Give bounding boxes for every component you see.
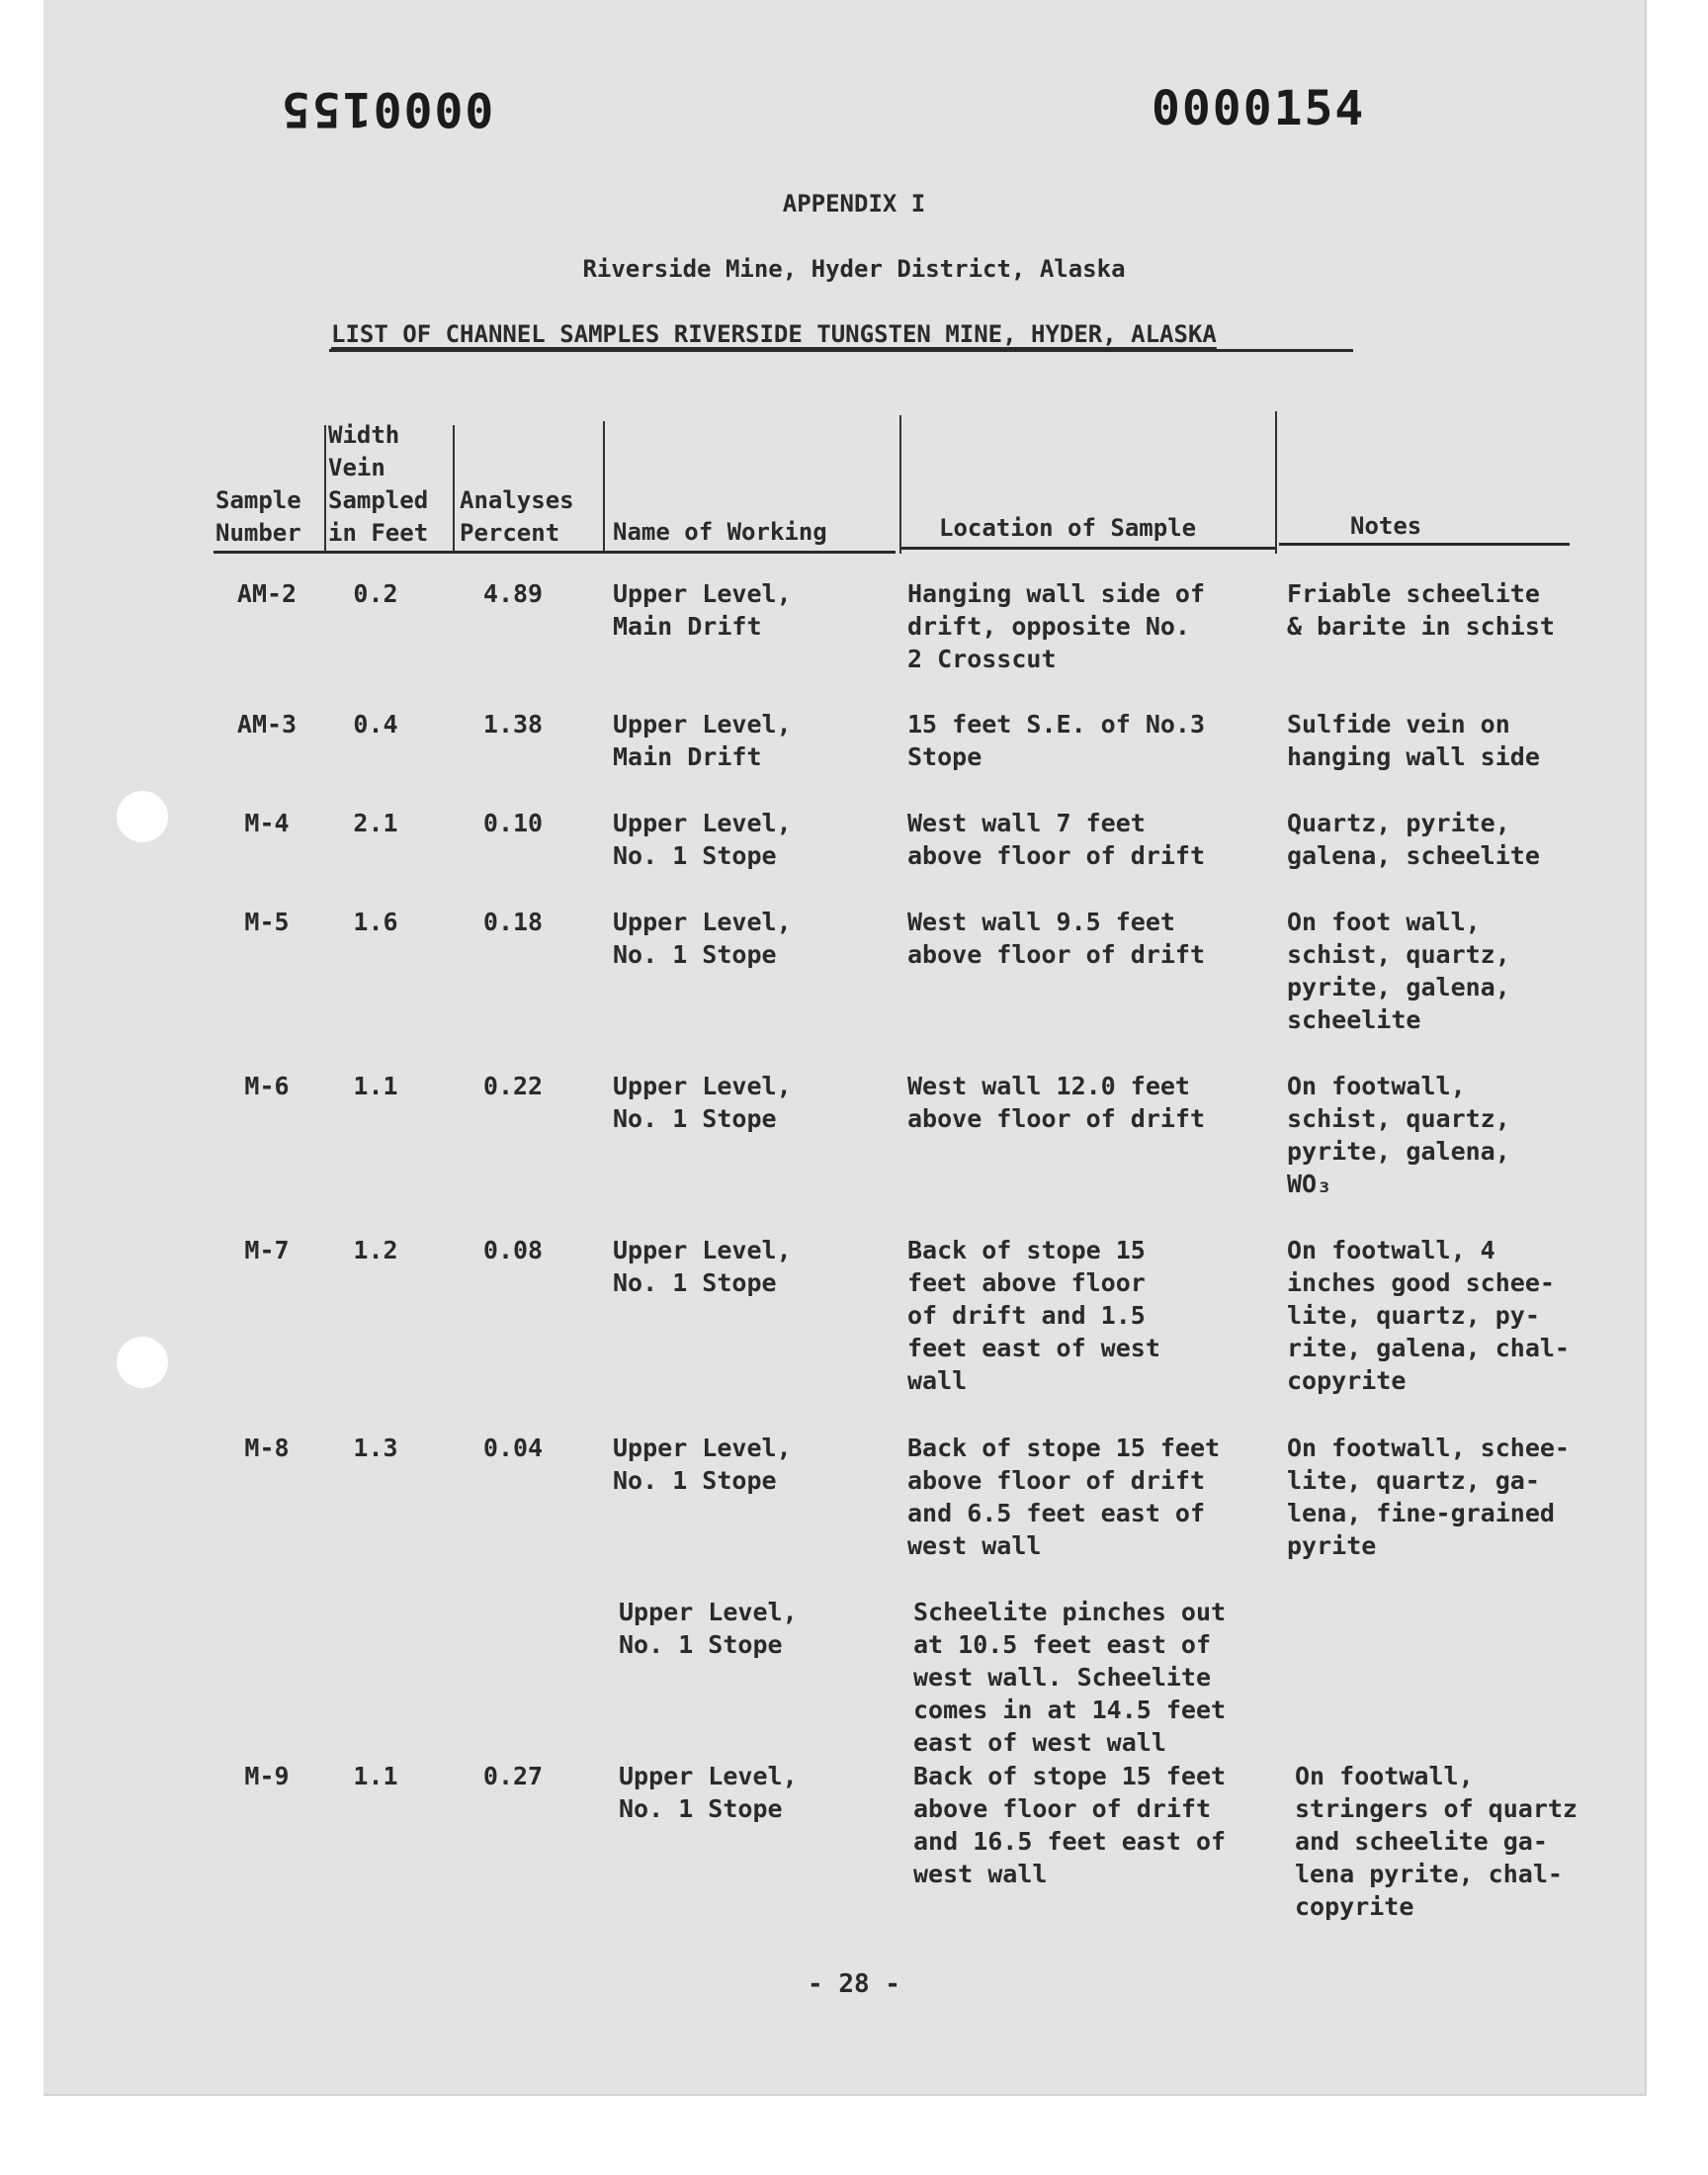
working-name: Upper Level, No. 1 Stope xyxy=(613,908,792,969)
sample-location: 15 feet S.E. of No.3 Stope xyxy=(907,710,1206,771)
vein-width: 1.1 xyxy=(353,1072,398,1100)
analyses-percent: 0.22 xyxy=(482,1072,544,1100)
document-number-right: 0000154 xyxy=(1152,81,1366,136)
sample-notes: On footwall, 4 inches good schee- lite, quartz, py- rite, galena, chal- copyrite xyxy=(1287,1236,1570,1395)
vein-width: 0.4 xyxy=(353,710,398,739)
header-notes: Notes xyxy=(1350,512,1422,540)
sample-notes: On footwall, schee- lite, quartz, ga- lena, fine-grained pyrite xyxy=(1287,1434,1570,1560)
sample-number: AM-2 xyxy=(236,579,298,608)
list-title: LIST OF CHANNEL SAMPLES RIVERSIDE TUNGSTEN MINE, HYDER, ALASKA xyxy=(331,320,1217,348)
sample-number: AM-3 xyxy=(236,710,298,739)
vein-width: 1.3 xyxy=(353,1434,398,1462)
analyses-percent: 0.10 xyxy=(482,809,544,837)
header-sample-number: Sample Number xyxy=(215,486,301,547)
working-name: Upper Level, No. 1 Stope xyxy=(619,1762,798,1823)
header-rule xyxy=(214,551,896,554)
analyses-percent: 0.08 xyxy=(482,1236,544,1264)
header-rule xyxy=(901,547,1275,550)
sample-location: Hanging wall side of drift, opposite No. 2 Crosscut xyxy=(907,579,1206,673)
analyses-percent: 0.04 xyxy=(482,1434,544,1462)
working-name: Upper Level, Main Drift xyxy=(613,710,792,771)
analyses-percent: 0.18 xyxy=(482,908,544,936)
sample-number: M-8 xyxy=(244,1434,290,1462)
sample-location: West wall 12.0 feet above floor of drift xyxy=(907,1072,1206,1133)
header-location: Location of Sample xyxy=(939,514,1197,542)
column-divider xyxy=(324,425,326,554)
working-name: Upper Level, No. 1 Stope xyxy=(619,1598,798,1659)
sample-location: Back of stope 15 feet above floor of drift and 1.5 feet east of west wall xyxy=(907,1236,1160,1395)
appendix-heading: APPENDIX I xyxy=(782,190,926,218)
sample-notes: On footwall, stringers of quartz and scheelite ga- lena pyrite, chal- copyrite xyxy=(1295,1762,1578,1921)
sample-location: Back of stope 15 feet above floor of drift and 6.5 feet east of west wall xyxy=(907,1434,1221,1560)
working-name: Upper Level, Main Drift xyxy=(613,579,792,641)
sample-number: M-9 xyxy=(244,1762,290,1790)
sample-location: West wall 7 feet above floor of drift xyxy=(907,809,1206,870)
sample-number: M-4 xyxy=(244,809,290,837)
sample-notes: On foot wall, schist, quartz, pyrite, galena, scheelite xyxy=(1287,908,1510,1034)
sample-location: Scheelite pinches out at 10.5 feet east of west wall. Scheelite comes in at 14.5 feet east of west wall xyxy=(913,1598,1227,1757)
sample-notes: On footwall, schist, quartz, pyrite, galena, WO₃ xyxy=(1287,1072,1510,1198)
document-number-left: 0000155 xyxy=(280,81,494,136)
working-name: Upper Level, No. 1 Stope xyxy=(613,1072,792,1133)
sample-number: M-7 xyxy=(244,1236,290,1264)
analyses-percent: 0.27 xyxy=(482,1762,544,1790)
column-divider xyxy=(603,421,605,554)
column-divider xyxy=(453,425,455,554)
page-number: - 28 - xyxy=(808,1969,900,1999)
vein-width: 2.1 xyxy=(353,809,398,837)
binder-hole-top xyxy=(117,791,168,842)
title-underline xyxy=(329,349,1353,352)
vein-width: 1.1 xyxy=(353,1762,398,1790)
header-analyses: Analyses Percent xyxy=(460,486,574,547)
header-working: Name of Working xyxy=(613,518,827,546)
working-name: Upper Level, No. 1 Stope xyxy=(613,1236,792,1297)
vein-width: 1.6 xyxy=(353,908,398,936)
working-name: Upper Level, No. 1 Stope xyxy=(613,809,792,870)
vein-width: 0.2 xyxy=(353,579,398,608)
vein-width: 1.2 xyxy=(353,1236,398,1264)
binder-hole-bottom xyxy=(117,1337,168,1388)
column-divider xyxy=(899,415,901,554)
document-subtitle: Riverside Mine, Hyder District, Alaska xyxy=(582,255,1126,283)
sample-location: West wall 9.5 feet above floor of drift xyxy=(907,908,1206,969)
sample-notes: Quartz, pyrite, galena, scheelite xyxy=(1287,809,1540,870)
sample-notes: Friable scheelite & barite in schist xyxy=(1287,579,1555,641)
header-rule xyxy=(1279,543,1570,546)
column-divider xyxy=(1275,411,1277,554)
header-width: Width Vein Sampled in Feet xyxy=(328,421,429,547)
sample-number: M-5 xyxy=(244,908,290,936)
sample-location: Back of stope 15 feet above floor of drift and 16.5 feet east of west wall xyxy=(913,1762,1227,1888)
working-name: Upper Level, No. 1 Stope xyxy=(613,1434,792,1495)
sample-number: M-6 xyxy=(244,1072,290,1100)
analyses-percent: 4.89 xyxy=(482,579,544,608)
analyses-percent: 1.38 xyxy=(482,710,544,739)
sample-notes: Sulfide vein on hanging wall side xyxy=(1287,710,1540,771)
